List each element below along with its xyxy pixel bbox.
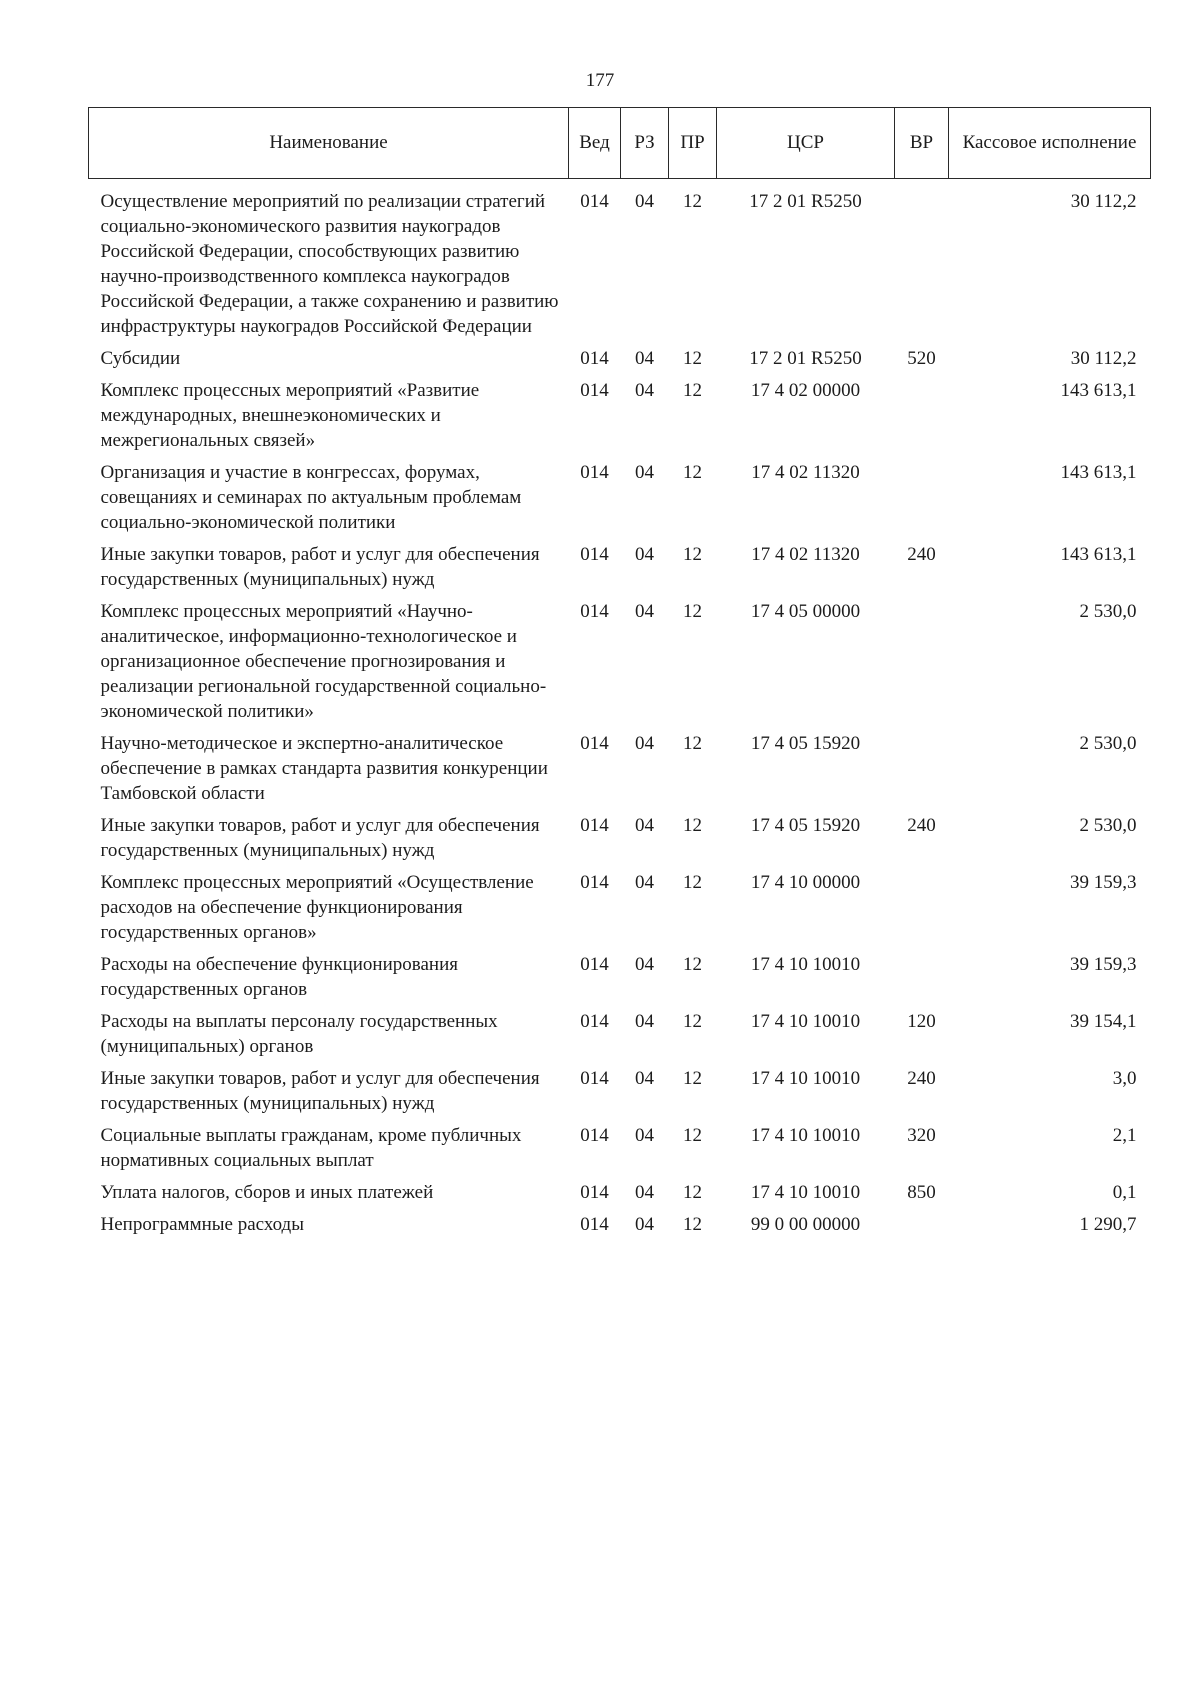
cell-name: Уплата налогов, сборов и иных платежей [100,1182,434,1203]
cell-pr: 12 [683,1125,702,1146]
cell-pr: 12 [683,815,702,836]
cell-rz: 04 [635,1011,654,1032]
cell-ved: 014 [580,1214,609,1235]
cell-amount: 2 530,0 [1079,733,1137,754]
table-row [89,373,1151,455]
table-row [89,726,1151,808]
cell-pr: 12 [683,1068,702,1089]
cell-pr: 12 [683,1214,702,1235]
cell-name: Расходы на обеспечение функционирования государственных органов [100,954,458,1000]
cell-csr: 99 0 00 00000 [750,1214,861,1235]
cell-csr: 17 2 01 R5250 [749,348,862,369]
cell-csr: 17 4 05 00000 [750,601,861,622]
cell-amount: 2 530,0 [1079,815,1137,836]
cell-pr: 12 [683,601,702,622]
cell-rz: 04 [635,380,654,401]
cell-csr: 17 4 10 10010 [750,1068,861,1089]
cell-vr [895,594,949,726]
cell-rz: 04 [635,462,654,483]
cell-name: Иные закупки товаров, работ и услуг для обеспечения государственных (муниципальных) нужд [100,1068,540,1114]
header-vr: ВР [895,108,949,179]
cell-csr: 17 4 02 00000 [750,380,861,401]
cell-rz: 04 [635,348,654,369]
table-body [89,179,1151,1240]
cell-csr: 17 4 10 10010 [750,954,861,975]
cell-ved: 014 [580,1011,609,1032]
cell-ved: 014 [580,1182,609,1203]
header-rz: РЗ [621,108,669,179]
cell-ved: 014 [580,348,609,369]
cell-ved: 014 [580,1125,609,1146]
cell-vr: 240 [907,544,936,565]
cell-amount: 30 112,2 [1070,348,1137,369]
cell-csr: 17 4 05 15920 [750,733,861,754]
cell-amount: 39 159,3 [1070,872,1137,893]
cell-vr [895,726,949,808]
table-row [89,341,1151,373]
table-row [89,537,1151,594]
table-row [89,808,1151,865]
table-row [89,1207,1151,1239]
cell-csr: 17 4 10 10010 [750,1182,861,1203]
cell-ved: 014 [580,544,609,565]
cell-csr: 17 4 10 00000 [750,872,861,893]
cell-vr: 520 [907,348,936,369]
cell-name: Организация и участие в конгрессах, форумах, совещаниях и семинарах по актуальным проблемам социально-экономической политики [100,462,522,533]
budget-execution-table [88,107,1151,1239]
table-header-row [89,108,1151,179]
cell-amount: 1 290,7 [1079,1214,1137,1235]
cell-name: Иные закупки товаров, работ и услуг для обеспечения государственных (муниципальных) нужд [100,815,540,861]
cell-amount: 143 613,1 [1060,544,1137,565]
table-row [89,1175,1151,1207]
table-row [89,1061,1151,1118]
cell-name: Научно-методическое и экспертно-аналитическое обеспечение в рамках стандарта развития конкуренции Тамбовской области [100,733,548,804]
cell-vr [895,373,949,455]
cell-pr: 12 [683,872,702,893]
cell-pr: 12 [683,954,702,975]
header-csr: ЦСР [717,108,895,179]
cell-amount: 143 613,1 [1060,462,1137,483]
cell-ved: 014 [580,815,609,836]
cell-vr [895,179,949,342]
cell-pr: 12 [683,1011,702,1032]
cell-vr: 850 [907,1182,936,1203]
cell-rz: 04 [635,733,654,754]
cell-vr: 320 [907,1125,936,1146]
header-ved: Вед [569,108,621,179]
header-name: Наименование [89,108,569,179]
cell-vr [895,455,949,537]
cell-name: Непрограммные расходы [100,1214,304,1235]
cell-pr: 12 [683,544,702,565]
table-row [89,1118,1151,1175]
cell-name: Расходы на выплаты персоналу государственных (муниципальных) органов [100,1011,498,1057]
cell-amount: 39 154,1 [1070,1011,1137,1032]
cell-amount: 39 159,3 [1070,954,1137,975]
table-row [89,865,1151,947]
cell-csr: 17 4 10 10010 [750,1011,861,1032]
cell-name: Комплекс процессных мероприятий «Научно-аналитическое, информационно-технологическое и организационное обеспечение прогнозирования и реализации региональной государственной социально-экономической политики» [100,601,547,722]
cell-csr: 17 4 02 11320 [751,462,860,483]
cell-rz: 04 [635,1214,654,1235]
cell-pr: 12 [683,462,702,483]
cell-rz: 04 [635,1125,654,1146]
cell-amount: 30 112,2 [1070,191,1137,212]
cell-pr: 12 [683,1182,702,1203]
cell-name: Субсидии [100,348,181,369]
header-pr: ПР [669,108,717,179]
cell-rz: 04 [635,544,654,565]
cell-rz: 04 [635,191,654,212]
cell-pr: 12 [683,191,702,212]
cell-vr [895,1207,949,1239]
cell-name: Иные закупки товаров, работ и услуг для обеспечения государственных (муниципальных) нужд [100,544,540,590]
cell-vr: 120 [907,1011,936,1032]
cell-ved: 014 [580,191,609,212]
cell-rz: 04 [635,872,654,893]
cell-name: Комплекс процессных мероприятий «Осуществление расходов на обеспечение функционирования государственных органов» [100,872,534,943]
cell-pr: 12 [683,348,702,369]
cell-amount: 2 530,0 [1079,601,1137,622]
table-row [89,455,1151,537]
cell-ved: 014 [580,462,609,483]
table-row [89,947,1151,1004]
table-row [89,594,1151,726]
cell-vr: 240 [907,1068,936,1089]
cell-rz: 04 [635,954,654,975]
cell-ved: 014 [580,733,609,754]
cell-amount: 2,1 [1112,1125,1137,1146]
cell-name: Комплекс процессных мероприятий «Развитие международных, внешнеэкономических и межрегиональных связей» [100,380,480,451]
cell-name: Социальные выплаты гражданам, кроме публичных нормативных социальных выплат [100,1125,522,1171]
cell-csr: 17 4 05 15920 [750,815,861,836]
cell-csr: 17 2 01 R5250 [749,191,862,212]
cell-pr: 12 [683,733,702,754]
cell-rz: 04 [635,815,654,836]
cell-vr: 240 [907,815,936,836]
cell-rz: 04 [635,1068,654,1089]
cell-rz: 04 [635,1182,654,1203]
cell-ved: 014 [580,601,609,622]
cell-amount: 143 613,1 [1060,380,1137,401]
cell-vr [895,947,949,1004]
cell-vr [895,865,949,947]
cell-amount: 0,1 [1112,1182,1137,1203]
cell-ved: 014 [580,1068,609,1089]
cell-pr: 12 [683,380,702,401]
table-row [89,1004,1151,1061]
page-number: 177 [585,70,615,91]
cell-ved: 014 [580,872,609,893]
cell-ved: 014 [580,380,609,401]
cell-rz: 04 [635,601,654,622]
header-amount: Кассовое исполнение [949,108,1151,179]
table-row [89,179,1151,342]
cell-csr: 17 4 02 11320 [751,544,860,565]
cell-amount: 3,0 [1112,1068,1137,1089]
cell-ved: 014 [580,954,609,975]
cell-csr: 17 4 10 10010 [750,1125,861,1146]
cell-name: Осуществление мероприятий по реализации стратегий социально-экономического развития наукоградов Российской Федерации, способствующих развитию научно-производственного комплекса наукоградов Российской Федерации, а также сохранению и развитию инфраструктуры наукоградов Российской Федерации [100,191,559,337]
